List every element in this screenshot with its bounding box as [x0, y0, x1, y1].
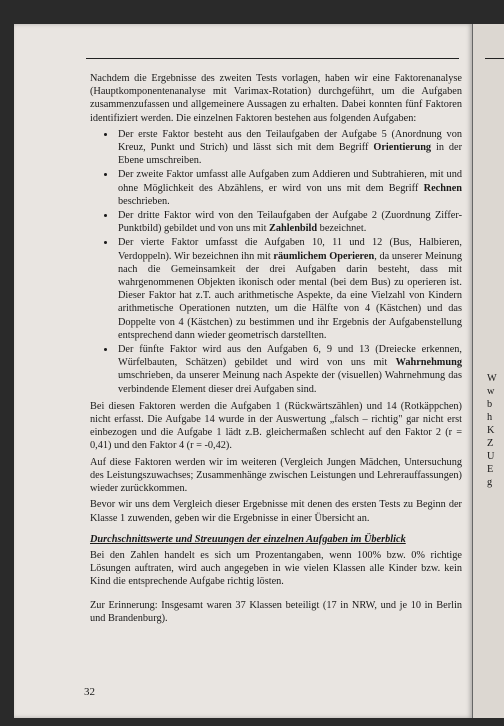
- reminder-paragraph: Zur Erinnerung: Insgesamt waren 37 Klassen beteiligt (17 in NRW, und je 10 in Berlin und Brandenburg).: [90, 599, 462, 624]
- factor-term: Rechnen: [423, 182, 462, 194]
- uncharged-tasks-paragraph: Bei diesen Faktoren werden die Aufgaben 1 (Rückwärtszählen) und 14 (Rotkäppchen) nicht erfasst. Die Aufgabe 14 wurde in der Auswertung „falsch – richtig" gar nicht erst einbezogen und die Aufgabe 1 lädt z.B. gleichermaßen schlecht auf den Faktor 2 (r = 0,41) und den Faktor 4 (r = -0,42).: [90, 400, 462, 452]
- factor-list: [90, 128, 462, 396]
- factor-term: Zahlenbild: [269, 223, 318, 235]
- next-page-fragment: h: [487, 412, 493, 423]
- factor-item: • Der dritte Faktor wird von den Teilaufgaben der Aufgabe 2 (Zuordnung Ziffer-Punktbild) gebildet und von uns mit Zahlenbild bezeichnet.: [116, 209, 462, 235]
- page-body: [90, 72, 462, 628]
- numbers-paragraph: Bei den Zahlen handelt es sich um Prozentangaben, wenn 100% bzw. 0% richtige Lösungen auftraten, wird auch angegeben in wie vielen Klassen alle Kinder bzw. kein Kind die entsprechende Aufgabe richtig lösten.: [90, 549, 462, 588]
- factor-term: räumlichem Operieren: [273, 250, 375, 262]
- book-page: [14, 24, 472, 718]
- intro-paragraph: Nachdem die Ergebnisse des zweiten Tests vorlagen, haben wir eine Faktorenanalyse (Hauptkomponentenanalyse mit Varimax-Rotation) durchgeführt, um die Aufgaben zusammenzufassen und allgemeinere Aussagen zu erhalten. Dabei konnten fünf Faktoren identifiziert werden. Die einzelnen Faktoren bestehen aus folgenden Aufgaben:: [90, 73, 462, 124]
- next-page-fragment: b: [487, 399, 493, 410]
- factor-item: • Der vierte Faktor umfasst die Aufgaben 10, 11 und 12 (Bus, Halbieren, Verdoppeln). Wir bezeichnen ihn mit räumlichem Operieren, da unserer Meinung nach die Gemeinsamkeit der drei Aufgaben darin besteht, dass mit wahrgenommenen Objekten ikonisch oder mental (bei dem Bus) zu operieren ist. Dieser Faktor hat z.T. auch arithmetische Aspekte, da eine Vielzahl von Kindern arithmetische Operationen nutzten, um die Hälfte von 4 (Kästchen) und das Doppelte von 4 (Kästchen) zu bestimmen und ihr Ergebnis der Aufgabenstellung entsprechend dann wieder geometrisch darstellten.: [116, 236, 462, 342]
- factor-item: • Der zweite Faktor umfasst alle Aufgaben zum Addieren und Subtrahieren, mit und ohne Möglichkeit des Abzählens, er wird von uns mit dem Begriff Rechnen beschrieben.: [116, 168, 462, 208]
- factor-item: • Der erste Faktor besteht aus den Teilaufgaben der Aufgabe 5 (Anordnung von Kreuz, Punkt und Strich) und lässt sich mit dem Begriff Orientierung in der Ebene umschreiben.: [116, 128, 462, 168]
- further-paragraph: Auf diese Faktoren werden wir im weiteren (Vergleich Jungen Mädchen, Untersuchung des Leistungszuwachses; Zusammenhänge zwischen Leistungen und Lehrerauffassungen) wieder zurückkommen.: [90, 456, 462, 495]
- next-page-fragment: K: [487, 425, 495, 436]
- section-subheading: Durchschnittswerte und Streuungen der einzelnen Aufgaben im Überblick: [90, 533, 406, 545]
- next-page-fragment: W: [487, 373, 497, 384]
- next-page-rule: [485, 58, 504, 59]
- next-page-fragment: g: [487, 477, 493, 488]
- next-page-fragment: E: [487, 464, 494, 475]
- next-page-edge: [472, 24, 504, 718]
- page-number: 32: [84, 686, 95, 698]
- next-page-fragment: w: [487, 386, 495, 397]
- next-page-fragment: Z: [487, 438, 494, 449]
- overview-paragraph: Bevor wir uns dem Vergleich dieser Ergebnisse mit denen des ersten Tests zu Beginn der Klasse 1 zuwenden, geben wir die Ergebnisse in einer Übersicht an.: [90, 499, 462, 524]
- factor-term: Orientierung: [373, 142, 432, 154]
- next-page-fragment: U: [487, 451, 495, 462]
- factor-term: Wahrnehmung: [395, 357, 462, 369]
- factor-item: • Der fünfte Faktor wird aus den Aufgaben 6, 9 und 13 (Dreiecke erkennen, Würfelbauten, Schätzen) gebildet und wird von uns mit Wahrnehmung umschrieben, da unserer Meinung nach Aspekte der (visuellen) Wahrnehmung das verbindende Element dieser drei Aufgaben sind.: [116, 343, 462, 396]
- header-rule: [86, 58, 459, 59]
